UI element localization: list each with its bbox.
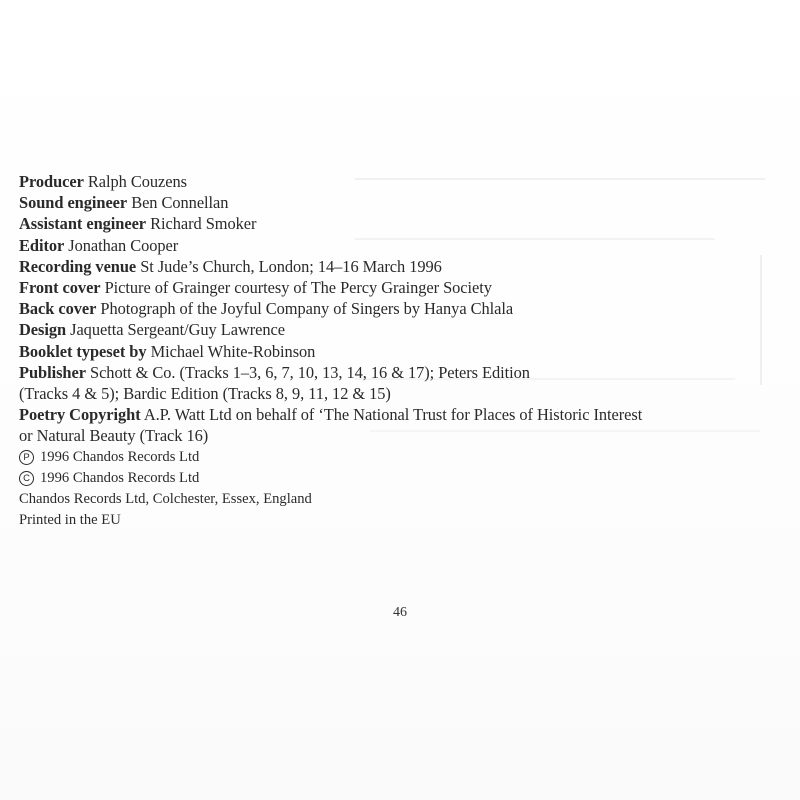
credit-publisher xyxy=(19,362,789,383)
phonogram-text: 1996 Chandos Records Ltd xyxy=(40,448,200,465)
credit-label: Design xyxy=(19,320,67,340)
label-address: Chandos Records Ltd, Colchester, Essex, England xyxy=(19,491,312,508)
credit-label: Publisher xyxy=(19,362,86,382)
copyright-icon: C xyxy=(19,471,34,486)
phonogram-line xyxy=(19,447,789,468)
credit-recording-venue xyxy=(19,256,789,277)
credit-booklet-typeset xyxy=(19,341,789,362)
credit-producer xyxy=(19,171,789,192)
copyright-text: 1996 Chandos Records Ltd xyxy=(40,469,200,486)
credit-design xyxy=(19,319,789,340)
credit-poetry-copyright xyxy=(19,404,789,425)
copyright-line xyxy=(19,468,789,489)
credit-value: Jaquetta Sergeant/Guy Lawrence xyxy=(70,320,285,340)
credit-back-cover xyxy=(19,298,789,319)
credit-label: Sound engineer xyxy=(19,193,128,213)
credit-label: Back cover xyxy=(19,299,97,319)
credit-label: Poetry Copyright xyxy=(19,405,141,425)
credit-value: Ralph Couzens xyxy=(87,172,187,191)
credit-publisher-continuation: (Tracks 4 & 5); Bardic Edition (Tracks 8, 9, 11, 12 & 15) xyxy=(19,384,391,404)
credit-value: Picture of Grainger courtesy of The Percy Grainger Society xyxy=(104,278,492,298)
credit-value: Richard Smoker xyxy=(150,214,257,234)
credit-assistant-engineer xyxy=(19,213,789,234)
credit-value: St Jude’s Church, London; 14–16 March 1996 xyxy=(140,256,442,276)
credit-label: Booklet typeset by xyxy=(19,341,147,361)
credit-label: Assistant engineer xyxy=(19,214,147,234)
phonogram-icon: P xyxy=(19,450,34,465)
page-number: 46 xyxy=(393,605,407,620)
credit-value: Jonathan Cooper xyxy=(68,235,179,255)
credit-sound-engineer xyxy=(19,192,789,213)
credit-label: Editor xyxy=(19,235,65,255)
credit-poetry-copyright-continuation: or Natural Beauty (Track 16) xyxy=(19,426,209,446)
credit-editor xyxy=(19,235,789,256)
credit-value: Michael White-Robinson xyxy=(150,341,316,361)
credits-block xyxy=(19,171,789,531)
credit-value: Schott & Co. (Tracks 1–3, 6, 7, 10, 13, 14, 16 & 17); Peters Edition xyxy=(90,362,530,382)
credit-label: Recording venue xyxy=(19,256,137,276)
credit-value: Photograph of the Joyful Company of Singers by Hanya Chlala xyxy=(100,299,514,319)
credit-front-cover xyxy=(19,277,789,298)
printed-in: Printed in the EU xyxy=(19,512,121,529)
credit-value: A.P. Watt Ltd on behalf of ‘The National Trust for Places of Historic Interest xyxy=(143,405,643,425)
credit-value: Ben Connellan xyxy=(131,193,229,213)
credit-label: Front cover xyxy=(19,278,101,298)
credit-label: Producer xyxy=(19,172,84,191)
